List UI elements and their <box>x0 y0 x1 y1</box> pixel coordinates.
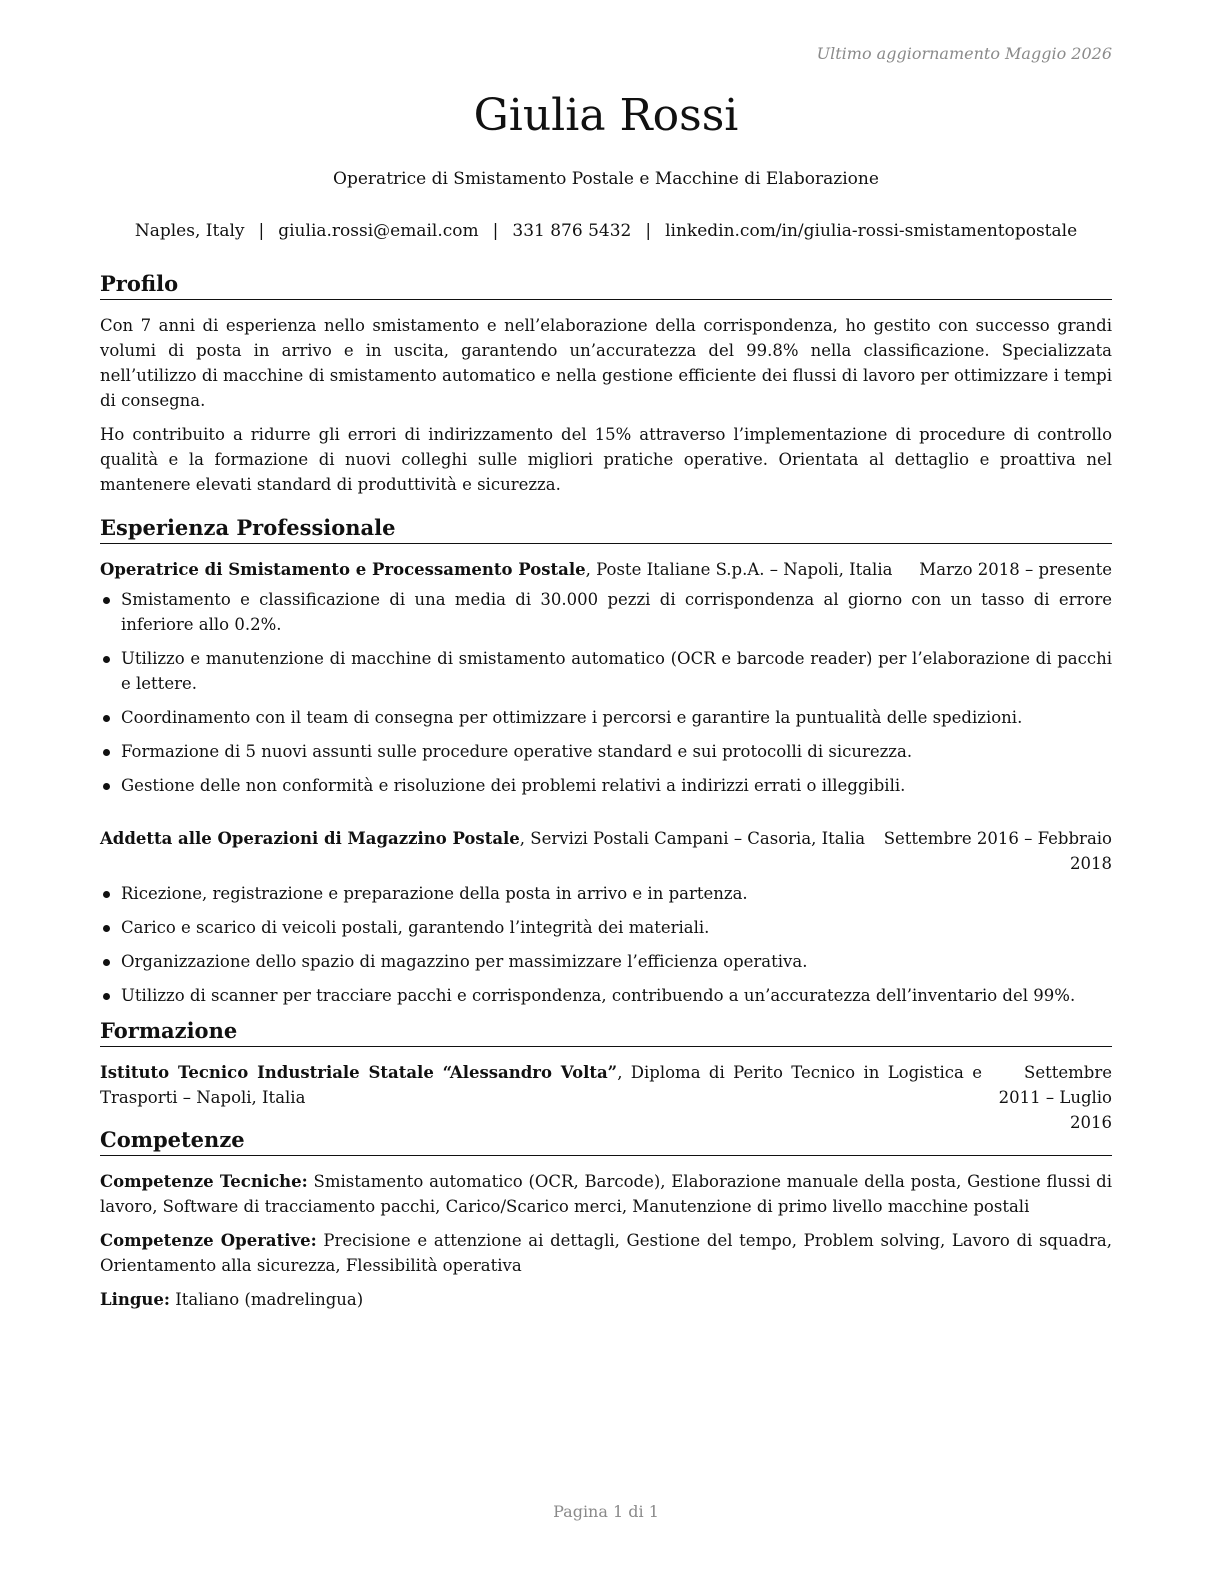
candidate-title: Operatrice di Smistamento Postale e Macchine di Elaborazione <box>333 169 879 189</box>
skill-value: Italiano (madrelingua) <box>175 1290 364 1309</box>
list-item <box>100 915 1112 940</box>
education-school: Istituto Tecnico Industriale Statale “Alessandro Volta” <box>100 1063 618 1082</box>
section-heading-education: Formazione <box>100 1017 1112 1047</box>
list-item-text: Organizzazione dello spazio di magazzino per massimizzare l’efficienza operativa. <box>121 952 808 971</box>
job-header <box>100 557 1112 582</box>
job-bullets <box>100 881 1112 1008</box>
skill-row-technical <box>100 1169 1112 1219</box>
section-heading-experience: Esperienza Professionale <box>100 514 1112 544</box>
skill-label: Competenze Operative: <box>100 1231 317 1250</box>
job-dates: Marzo 2018 – presente <box>919 560 1112 579</box>
list-item-text: Smistamento e classificazione di una media di 30.000 pezzi di corrispondenza al giorno con un tasso di errore inferiore allo 0.2%. <box>121 590 1112 634</box>
bullet-icon <box>103 925 110 932</box>
bullet-icon <box>103 656 110 663</box>
job-bullets <box>100 587 1112 798</box>
list-item <box>100 983 1112 1008</box>
contact-separator: | <box>645 221 652 241</box>
list-item <box>100 587 1112 637</box>
profile-body <box>100 313 1112 497</box>
list-item-text: Ricezione, registrazione e preparazione della posta in arrivo e in partenza. <box>121 884 748 903</box>
list-item-text: Coordinamento con il team di consegna per ottimizzare i percorsi e garantire la puntualità delle spedizioni. <box>121 708 1023 727</box>
bullet-icon <box>103 715 110 722</box>
skill-row-operational <box>100 1228 1112 1278</box>
list-item <box>100 646 1112 696</box>
contact-location: Naples, Italy <box>134 221 245 241</box>
list-item <box>100 705 1112 730</box>
skill-label: Competenze Tecniche: <box>100 1172 308 1191</box>
bullet-icon <box>103 891 110 898</box>
contact-linkedin[interactable]: linkedin.com/in/giulia-rossi-smistamentopostale <box>665 221 1078 241</box>
section-heading-skills: Competenze <box>100 1126 1112 1156</box>
list-item-text: Carico e scarico di veicoli postali, garantendo l’integrità dei materiali. <box>121 918 710 937</box>
contact-separator: | <box>492 221 499 241</box>
experience-section <box>100 514 1112 1008</box>
bullet-icon <box>103 749 110 756</box>
list-item-text: Utilizzo e manutenzione di macchine di smistamento automatico (OCR e barcode reader) per l’elaborazione di pacchi e lettere. <box>121 649 1112 693</box>
bullet-icon <box>103 959 110 966</box>
candidate-name: Giulia Rossi <box>473 90 739 141</box>
education-dates: Settembre 2011 – Luglio 2016 <box>998 1063 1112 1132</box>
job-entry <box>100 826 1112 1008</box>
education-entry <box>100 1060 1112 1135</box>
skill-value: Precisione e attenzione ai dettagli, Gestione del tempo, Problem solving, Lavoro di squadra, Orientamento alla sicurezza, Flessibilità operativa <box>100 1231 1112 1275</box>
bullet-icon <box>103 783 110 790</box>
education-detail: , Diploma di Perito Tecnico in Logistica e Trasporti – Napoli, Italia <box>100 1063 983 1107</box>
list-item <box>100 949 1112 974</box>
contact-line <box>100 219 1112 243</box>
contact-phone[interactable]: 331 876 5432 <box>512 221 632 241</box>
job-header <box>100 826 1112 876</box>
list-item-text: Formazione di 5 nuovi assunti sulle procedure operative standard e sui protocolli di sicurezza. <box>121 742 913 761</box>
skill-label: Lingue: <box>100 1290 170 1309</box>
profile-paragraph: Con 7 anni di esperienza nello smistamento e nell’elaborazione della corrispondenza, ho gestito con successo grandi volumi di posta in arrivo e in uscita, garantendo un’accuratezza del 99.8% nella classificazione. Specializzata nell’utilizzo di macchine di smistamento automatico e nella gestione efficiente dei flussi di lavoro per ottimizzare i tempi di consegna. <box>100 316 1112 410</box>
bullet-icon <box>103 993 110 1000</box>
profile-paragraph: Ho contribuito a ridurre gli errori di indirizzamento del 15% attraverso l’implementazione di procedure di controllo qualità e la formazione di nuovi colleghi sulle migliori pratiche operative. Orientata al dettaglio e proattiva nel mantenere elevati standard di produttività e sicurezza. <box>100 425 1112 494</box>
job-role: Operatrice di Smistamento e Processamento Postale <box>100 560 586 579</box>
education-section <box>100 1017 1112 1135</box>
profile-section <box>100 270 1112 497</box>
page-number: Pagina 1 di 1 <box>553 1502 659 1521</box>
job-company: , Poste Italiane S.p.A. – Napoli, Italia <box>585 560 893 579</box>
job-company: , Servizi Postali Campani – Casoria, Italia <box>519 829 866 848</box>
bullet-icon <box>103 597 110 604</box>
skills-body <box>100 1169 1112 1312</box>
list-item-text: Gestione delle non conformità e risoluzione dei problemi relativi a indirizzi errati o illeggibili. <box>121 776 906 795</box>
list-item <box>100 739 1112 764</box>
contact-email[interactable]: giulia.rossi@email.com <box>278 221 479 241</box>
job-dates: Settembre 2016 – Febbraio 2018 <box>883 829 1112 873</box>
job-role: Addetta alle Operazioni di Magazzino Postale <box>100 829 520 848</box>
job-entry <box>100 557 1112 798</box>
section-heading-profile: Profilo <box>100 270 1112 300</box>
skills-section <box>100 1126 1112 1312</box>
resume-page <box>100 0 1112 1584</box>
last-updated-note: Ultimo aggiornamento Maggio 2026 <box>816 44 1112 63</box>
skill-row-languages <box>100 1287 1112 1312</box>
list-item-text: Utilizzo di scanner per tracciare pacchi e corrispondenza, contribuendo a un’accuratezza dell’inventario del 99%. <box>121 986 1076 1005</box>
list-item <box>100 881 1112 906</box>
contact-separator: | <box>258 221 265 241</box>
list-item <box>100 773 1112 798</box>
skill-value: Smistamento automatico (OCR, Barcode), Elaborazione manuale della posta, Gestione flussi di lavoro, Software di tracciamento pacchi, Carico/Scarico merci, Manutenzione di primo livello macchine postali <box>100 1172 1113 1216</box>
